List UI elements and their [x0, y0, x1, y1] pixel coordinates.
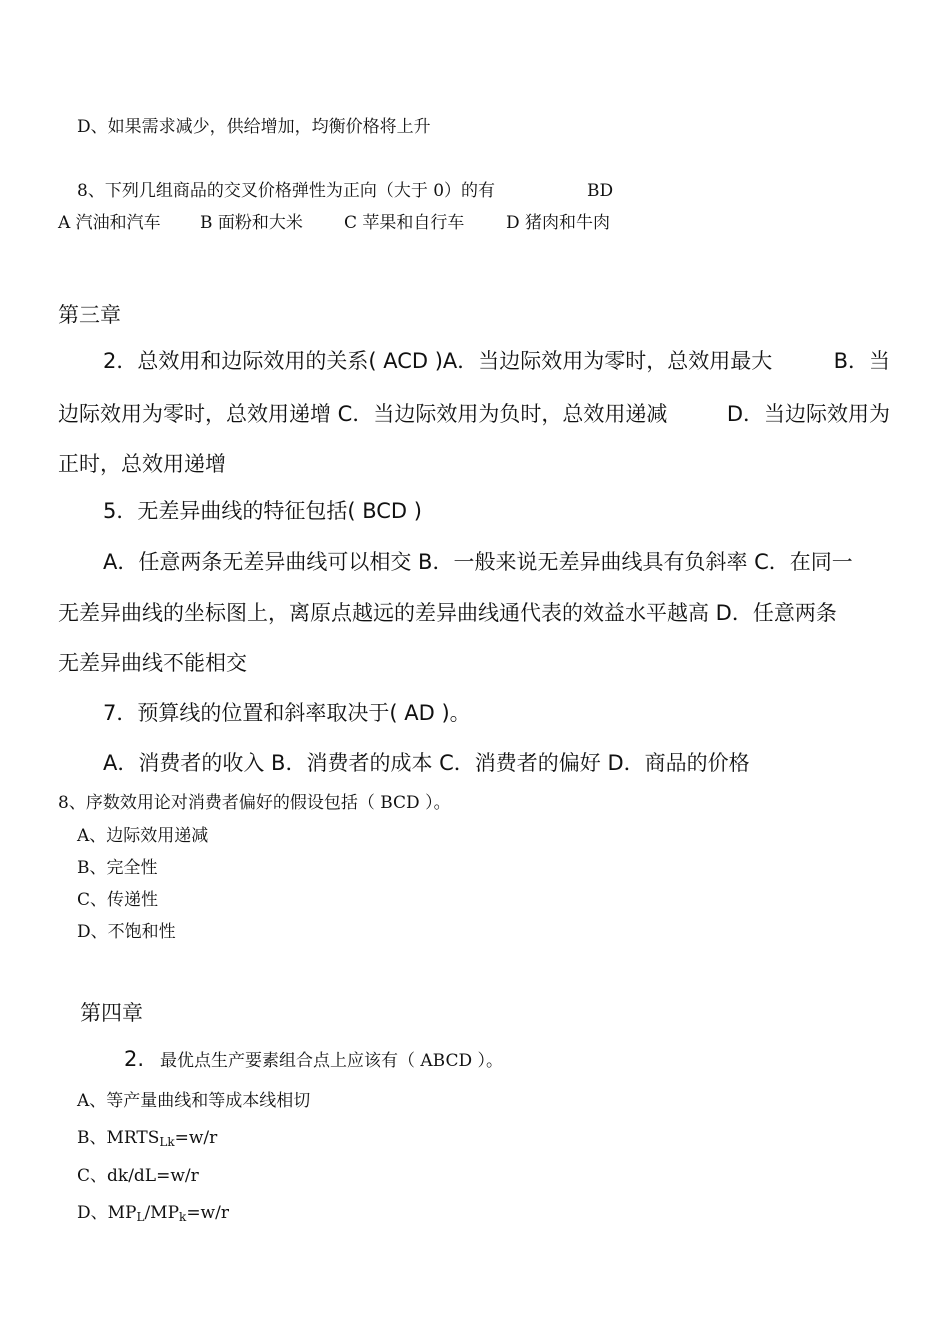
- chapter-3-title: 第三章: [58, 303, 121, 327]
- ch3-q2-line2-text: 边际效用为零时，总效用递增 C．当边际效用为负时，总效用递减: [58, 402, 668, 426]
- ch4-q2-option-a: A、等产量曲线和等成本线相切: [77, 1091, 311, 1111]
- ch4-q2-number: 2.: [124, 1047, 145, 1071]
- ch3-q7-stem: 7．预算线的位置和斜率取决于( AD )。: [103, 701, 471, 725]
- ch4-opt-b-tail: =w/r: [174, 1128, 218, 1148]
- ch4-q2-option-d: [77, 1202, 229, 1228]
- ch3-q5-stem: 5．无差异曲线的特征包括( BCD ): [103, 499, 422, 523]
- ch4-opt-b-main: B、MRTS: [77, 1128, 160, 1148]
- ch3-q5-line1: A．任意两条无差异曲线可以相交 B．一般来说无差异曲线具有负斜率 C．在同一: [103, 550, 853, 574]
- ch4-q2-stem: 最优点生产要素组合点上应该有（ ABCD ）。: [160, 1051, 504, 1071]
- option-d-line: D、如果需求减少，供给增加，均衡价格将上升: [77, 117, 431, 137]
- ch3-q8-option-d: D、不饱和性: [77, 922, 176, 942]
- ch3-q7-options: A．消费者的收入 B．消费者的成本 C．消费者的偏好 D．商品的价格: [103, 751, 750, 775]
- ch3-q8-option-b: B、完全性: [77, 858, 158, 878]
- chapter-4-title: 第四章: [80, 1001, 143, 1025]
- ch4-opt-d-subscript-k: k: [179, 1210, 187, 1224]
- ch3-q2-line1-tail: B．当: [833, 349, 890, 373]
- ch4-opt-d-mid: /MP: [144, 1203, 180, 1223]
- ch4-q2-option-b: [77, 1127, 217, 1153]
- ch3-q5-line3: 无差异曲线不能相交: [58, 651, 247, 675]
- ch4-opt-d-pre: D、MP: [77, 1203, 137, 1223]
- question-8-option-a: A 汽油和汽车: [58, 213, 161, 233]
- question-8-option-d: D 猪肉和牛肉: [506, 213, 611, 233]
- ch4-opt-d-subscript-l: L: [136, 1210, 145, 1224]
- question-8-stem: 8、下列几组商品的交叉价格弹性为正向（大于 0）的有: [77, 181, 496, 201]
- ch3-q5-line2: 无差异曲线的坐标图上，离原点越远的差异曲线通代表的效益水平越高 D．任意两条: [58, 601, 837, 625]
- question-8-option-b: B 面粉和大米: [200, 213, 303, 233]
- ch4-opt-b-subscript: Lk: [159, 1135, 175, 1149]
- question-8-option-c: C 苹果和自行车: [344, 213, 465, 233]
- ch3-q2-line1-text: 2．总效用和边际效用的关系( ACD )A．当边际效用为零时，总效用最大: [103, 349, 773, 373]
- ch3-q2-line3: 正时，总效用递增: [58, 452, 226, 476]
- ch4-q2-option-c: C、dk/dL=w/r: [77, 1166, 199, 1186]
- ch3-q2-line2-tail: D．当边际效用为: [726, 402, 890, 426]
- ch3-q2-line2: [58, 400, 890, 428]
- question-8-answer: BD: [587, 181, 614, 201]
- ch3-q8-option-c: C、传递性: [77, 890, 159, 910]
- ch3-q8-stem: 8、序数效用论对消费者偏好的假设包括（ BCD ）。: [58, 793, 451, 813]
- ch4-opt-d-tail: =w/r: [186, 1203, 229, 1223]
- ch3-q2-line1: [103, 347, 890, 375]
- ch3-q8-option-a: A、边际效用递减: [77, 826, 209, 846]
